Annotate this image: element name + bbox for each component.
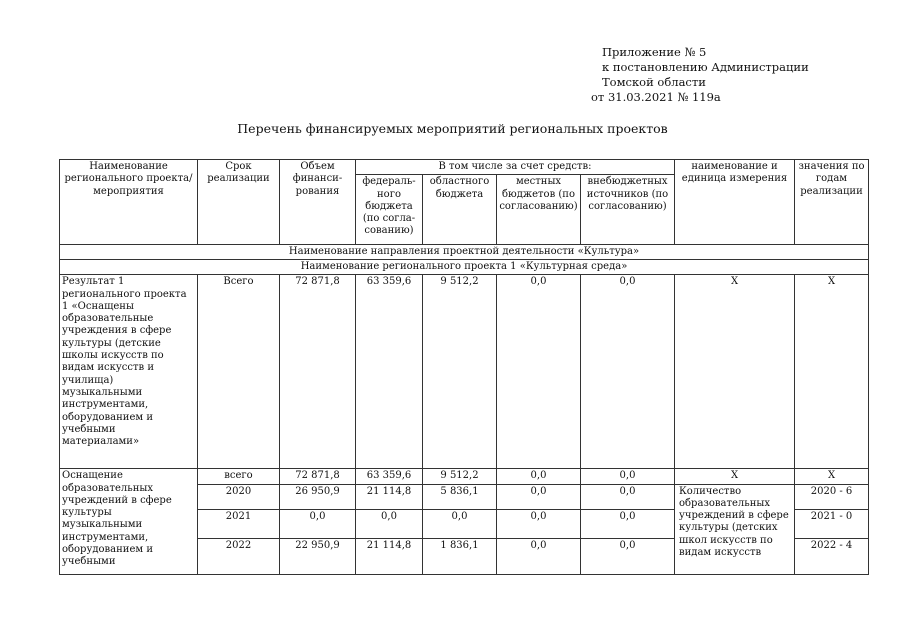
header-federal: федераль-ного бюджета (по согла-сованию) — [356, 175, 423, 245]
activity-2020-period: 2020 — [198, 484, 280, 509]
activity-2020-federal: 21 114,8 — [356, 484, 423, 509]
section-project: Наименование регионального проекта 1 «Культурная среда» — [60, 260, 869, 275]
activity-2020-regional: 5 836,1 — [423, 484, 497, 509]
activity-total-extra: 0,0 — [581, 469, 675, 484]
header-indicator: наименование и единица измерения — [675, 160, 795, 245]
funding-table — [59, 159, 869, 575]
activity-2021-value: 2021 - 0 — [795, 509, 869, 538]
section-direction: Наименование направления проектной деятельности «Культура» — [60, 245, 869, 260]
activity-total-local: 0,0 — [497, 469, 581, 484]
result-federal: 63 359,6 — [356, 275, 423, 469]
appendix-note — [591, 45, 809, 105]
header-name: Наименование регионального проекта/ мероприятия — [60, 160, 198, 245]
activity-2022-regional: 1 836,1 — [423, 538, 497, 574]
result-period: Всего — [198, 275, 280, 469]
table-row-result — [60, 275, 869, 469]
activity-2020-volume: 26 950,9 — [280, 484, 356, 509]
activity-total-period: всего — [198, 469, 280, 484]
activity-total-federal: 63 359,6 — [356, 469, 423, 484]
result-volume: 72 871,8 — [280, 275, 356, 469]
activity-indicator: Количество образовательных учреждений в сфере культуры (детских школ искусств по видам искусств — [675, 484, 795, 574]
result-indicator: Х — [675, 275, 795, 469]
header-period: Срок реализации — [198, 160, 280, 245]
activity-2022-volume: 22 950,9 — [280, 538, 356, 574]
result-name: Результат 1 регионального проекта 1 «Оснащены образовательные учреждения в сфере культуры (детские школы искусств по видам искусств и училища) музыкальными инструментами, оборудованием и учебными материалами» — [60, 275, 198, 469]
activity-total-volume: 72 871,8 — [280, 469, 356, 484]
activity-2020-value: 2020 - 6 — [795, 484, 869, 509]
activity-2020-local: 0,0 — [497, 484, 581, 509]
activity-2021-federal: 0,0 — [356, 509, 423, 538]
activity-2022-extra: 0,0 — [581, 538, 675, 574]
result-regional: 9 512,2 — [423, 275, 497, 469]
activity-total-regional: 9 512,2 — [423, 469, 497, 484]
header-regional: областного бюджета — [423, 175, 497, 245]
table-row-activity-total — [60, 469, 869, 484]
activity-name: Оснащение образовательных учреждений в сфере культуры музыкальными инструментами, оборудованием и учебными — [60, 469, 198, 574]
activity-2022-value: 2022 - 4 — [795, 538, 869, 574]
activity-total-value: Х — [795, 469, 869, 484]
result-extra: 0,0 — [581, 275, 675, 469]
appendix-line-1: Приложение № 5 — [602, 45, 707, 59]
header-volume: Объем финанси-рования — [280, 160, 356, 245]
result-values: Х — [795, 275, 869, 469]
activity-2021-volume: 0,0 — [280, 509, 356, 538]
activity-2021-regional: 0,0 — [423, 509, 497, 538]
activity-2022-federal: 21 114,8 — [356, 538, 423, 574]
activity-2021-period: 2021 — [198, 509, 280, 538]
activity-2021-local: 0,0 — [497, 509, 581, 538]
appendix-line-4: от 31.03.2021 № 119а — [591, 90, 721, 104]
activity-2022-period: 2022 — [198, 538, 280, 574]
appendix-line-2: к постановлению Администрации — [602, 60, 809, 74]
document-title: Перечень финансируемых мероприятий региональных проектов — [237, 121, 668, 136]
activity-2022-local: 0,0 — [497, 538, 581, 574]
result-local: 0,0 — [497, 275, 581, 469]
header-including: В том числе за счет средств: — [356, 160, 675, 175]
activity-total-indicator: Х — [675, 469, 795, 484]
header-values: значения по годам реализации — [795, 160, 869, 245]
appendix-line-3: Томской области — [602, 75, 706, 89]
header-local: местных бюджетов (по согласованию) — [497, 175, 581, 245]
activity-2020-extra: 0,0 — [581, 484, 675, 509]
activity-2021-extra: 0,0 — [581, 509, 675, 538]
header-extra: внебюджетных источников (по согласованию) — [581, 175, 675, 245]
